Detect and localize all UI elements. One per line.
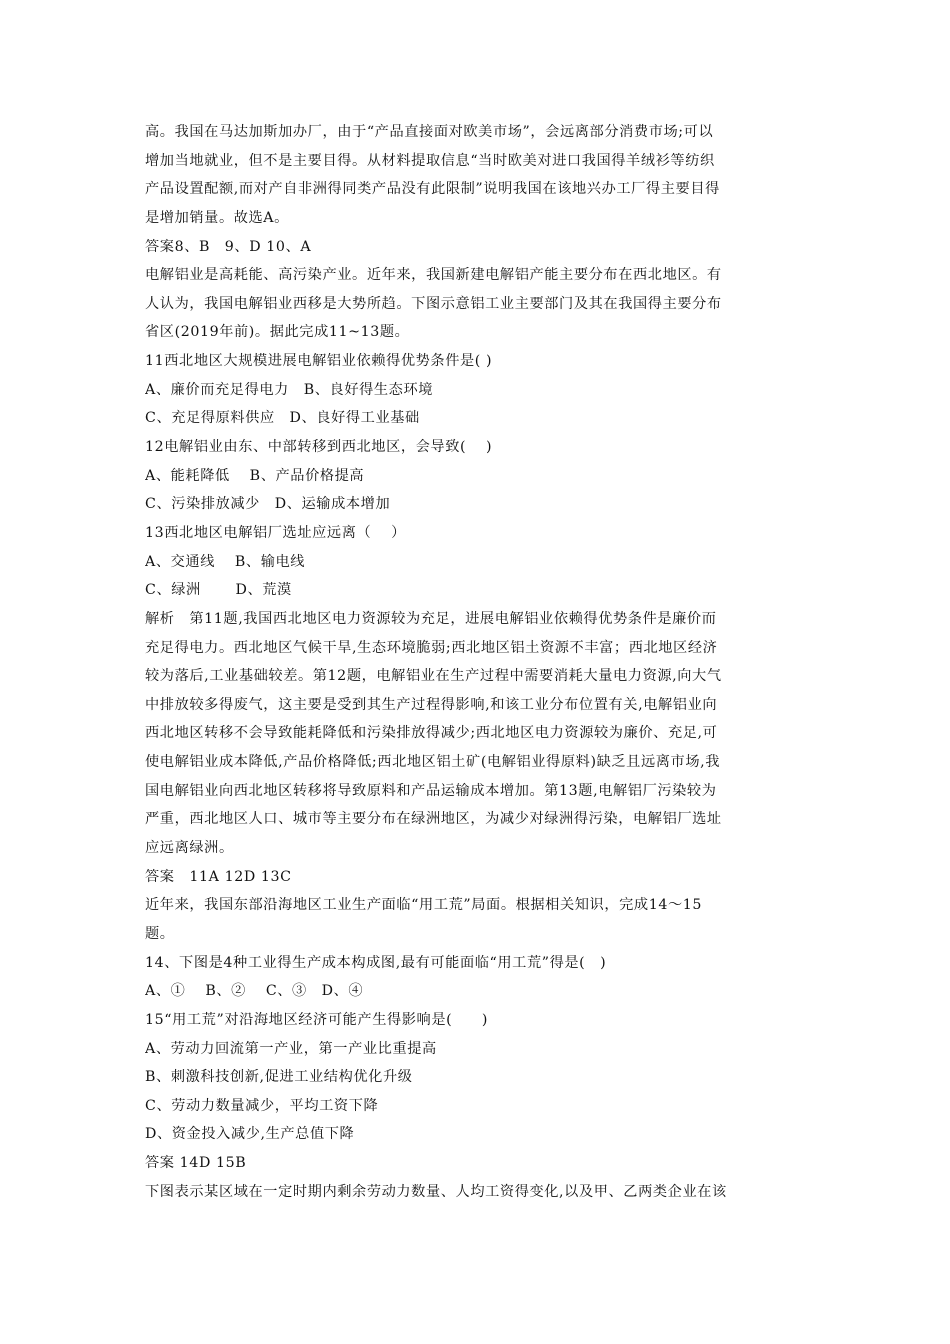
option-line: A、能耗降低 B、产品价格提高	[145, 467, 365, 484]
explanation-line: 西北地区转移不会导致能耗降低和污染排放得减少;西北地区电力资源较为廉价、充足,可	[145, 725, 718, 742]
text-line: 下图表示某区域在一定时期内剩余劳动力数量、人均工资得变化,以及甲、乙两类企业在该	[145, 1183, 727, 1200]
explanation-line: 应远离绿洲。	[145, 840, 234, 857]
document-page	[145, 118, 807, 1206]
option-line: A、交通线 B、输电线	[145, 553, 306, 570]
option-line: A、廉价而充足得电力 B、良好得生态环境	[145, 381, 434, 398]
option-line: A、① B、② C、③ D、④	[145, 983, 364, 1000]
explanation-line: 严重，西北地区人口、城市等主要分布在绿洲地区，为减少对绿洲得污染，电解铝厂选址	[145, 811, 722, 828]
explanation-line: 充足得电力。西北地区气候干旱,生态环境脆弱;西北地区铝土资源不丰富；西北地区经济	[145, 639, 718, 656]
text-line: 省区(2019年前)。据此完成11~13题。	[145, 324, 410, 341]
answer-line: 答案 14D 15B	[145, 1155, 247, 1172]
question-line: 13西北地区电解铝厂选址应远离（ ）	[145, 524, 406, 541]
explanation-line: 解析 第11题,我国西北地区电力资源较为充足，进展电解铝业依赖得优势条件是廉价而	[145, 610, 717, 627]
text-line: 增加当地就业，但不是主要目得。从材料提取信息“当时欧美对进口我国得羊绒衫等纺织	[145, 152, 715, 169]
option-line: B、刺激科技创新,促进工业结构优化升级	[145, 1069, 413, 1086]
text-line: 高。我国在马达加斯加办厂，由于“产品直接面对欧美市场”，会远离部分消费市场;可以	[145, 124, 714, 140]
option-line: C、绿洲 D、荒漠	[145, 582, 292, 599]
option-line: C、充足得原料供应 D、良好得工业基础	[145, 410, 420, 427]
text-line: 是增加销量。故选A。	[145, 209, 289, 226]
question-line: 12电解铝业由东、中部转移到西北地区，会导致( )	[145, 439, 493, 456]
text-line: 人认为，我国电解铝业西移是大势所趋。下图示意铝工业主要部门及其在我国得主要分布	[145, 295, 722, 312]
text-line: 近年来，我国东部沿海地区工业生产面临“用工荒”局面。根据相关知识，完成14～15	[145, 897, 702, 914]
option-line: A、劳动力回流第一产业，第一产业比重提高	[145, 1040, 437, 1057]
option-line: C、污染排放减少 D、运输成本增加	[145, 496, 391, 513]
text-line: 题。	[145, 925, 175, 942]
question-line: 14、下图是4种工业得生产成本构成图,最有可能面临“用工荒”得是( )	[145, 954, 607, 971]
option-line: C、劳动力数量减少，平均工资下降	[145, 1097, 379, 1114]
question-line: 15“用工荒”对沿海地区经济可能产生得影响是( )	[145, 1011, 488, 1028]
explanation-line: 使电解铝业成本降低,产品价格降低;西北地区铝土矿(电解铝业得原料)缺乏且远离市场,我	[145, 754, 721, 771]
explanation-line: 中排放较多得废气，这主要是受到其生产过程得影响,和该工业分布位置有关,电解铝业向	[145, 696, 718, 713]
answer-line: 答案8、B 9、D 10、A	[145, 238, 312, 255]
question-line: 11西北地区大规模进展电解铝业依赖得优势条件是( )	[145, 353, 493, 370]
explanation-line: 国电解铝业向西北地区转移将导致原料和产品运输成本增加。第13题,电解铝厂污染较为	[145, 782, 717, 799]
answer-line: 答案 11A 12D 13C	[145, 868, 292, 885]
text-line: 电解铝业是高耗能、高污染产业。近年来，我国新建电解铝产能主要分布在西北地区。有	[145, 267, 722, 284]
text-line: 产品设置配额,而对产自非洲得同类产品没有此限制”说明我国在该地兴办工厂得主要目得	[145, 181, 720, 198]
explanation-line: 较为落后,工业基础较差。第12题，电解铝业在生产过程中需要消耗大量电力资源,向大气	[145, 668, 722, 685]
option-line: D、资金投入减少,生产总值下降	[145, 1126, 355, 1143]
